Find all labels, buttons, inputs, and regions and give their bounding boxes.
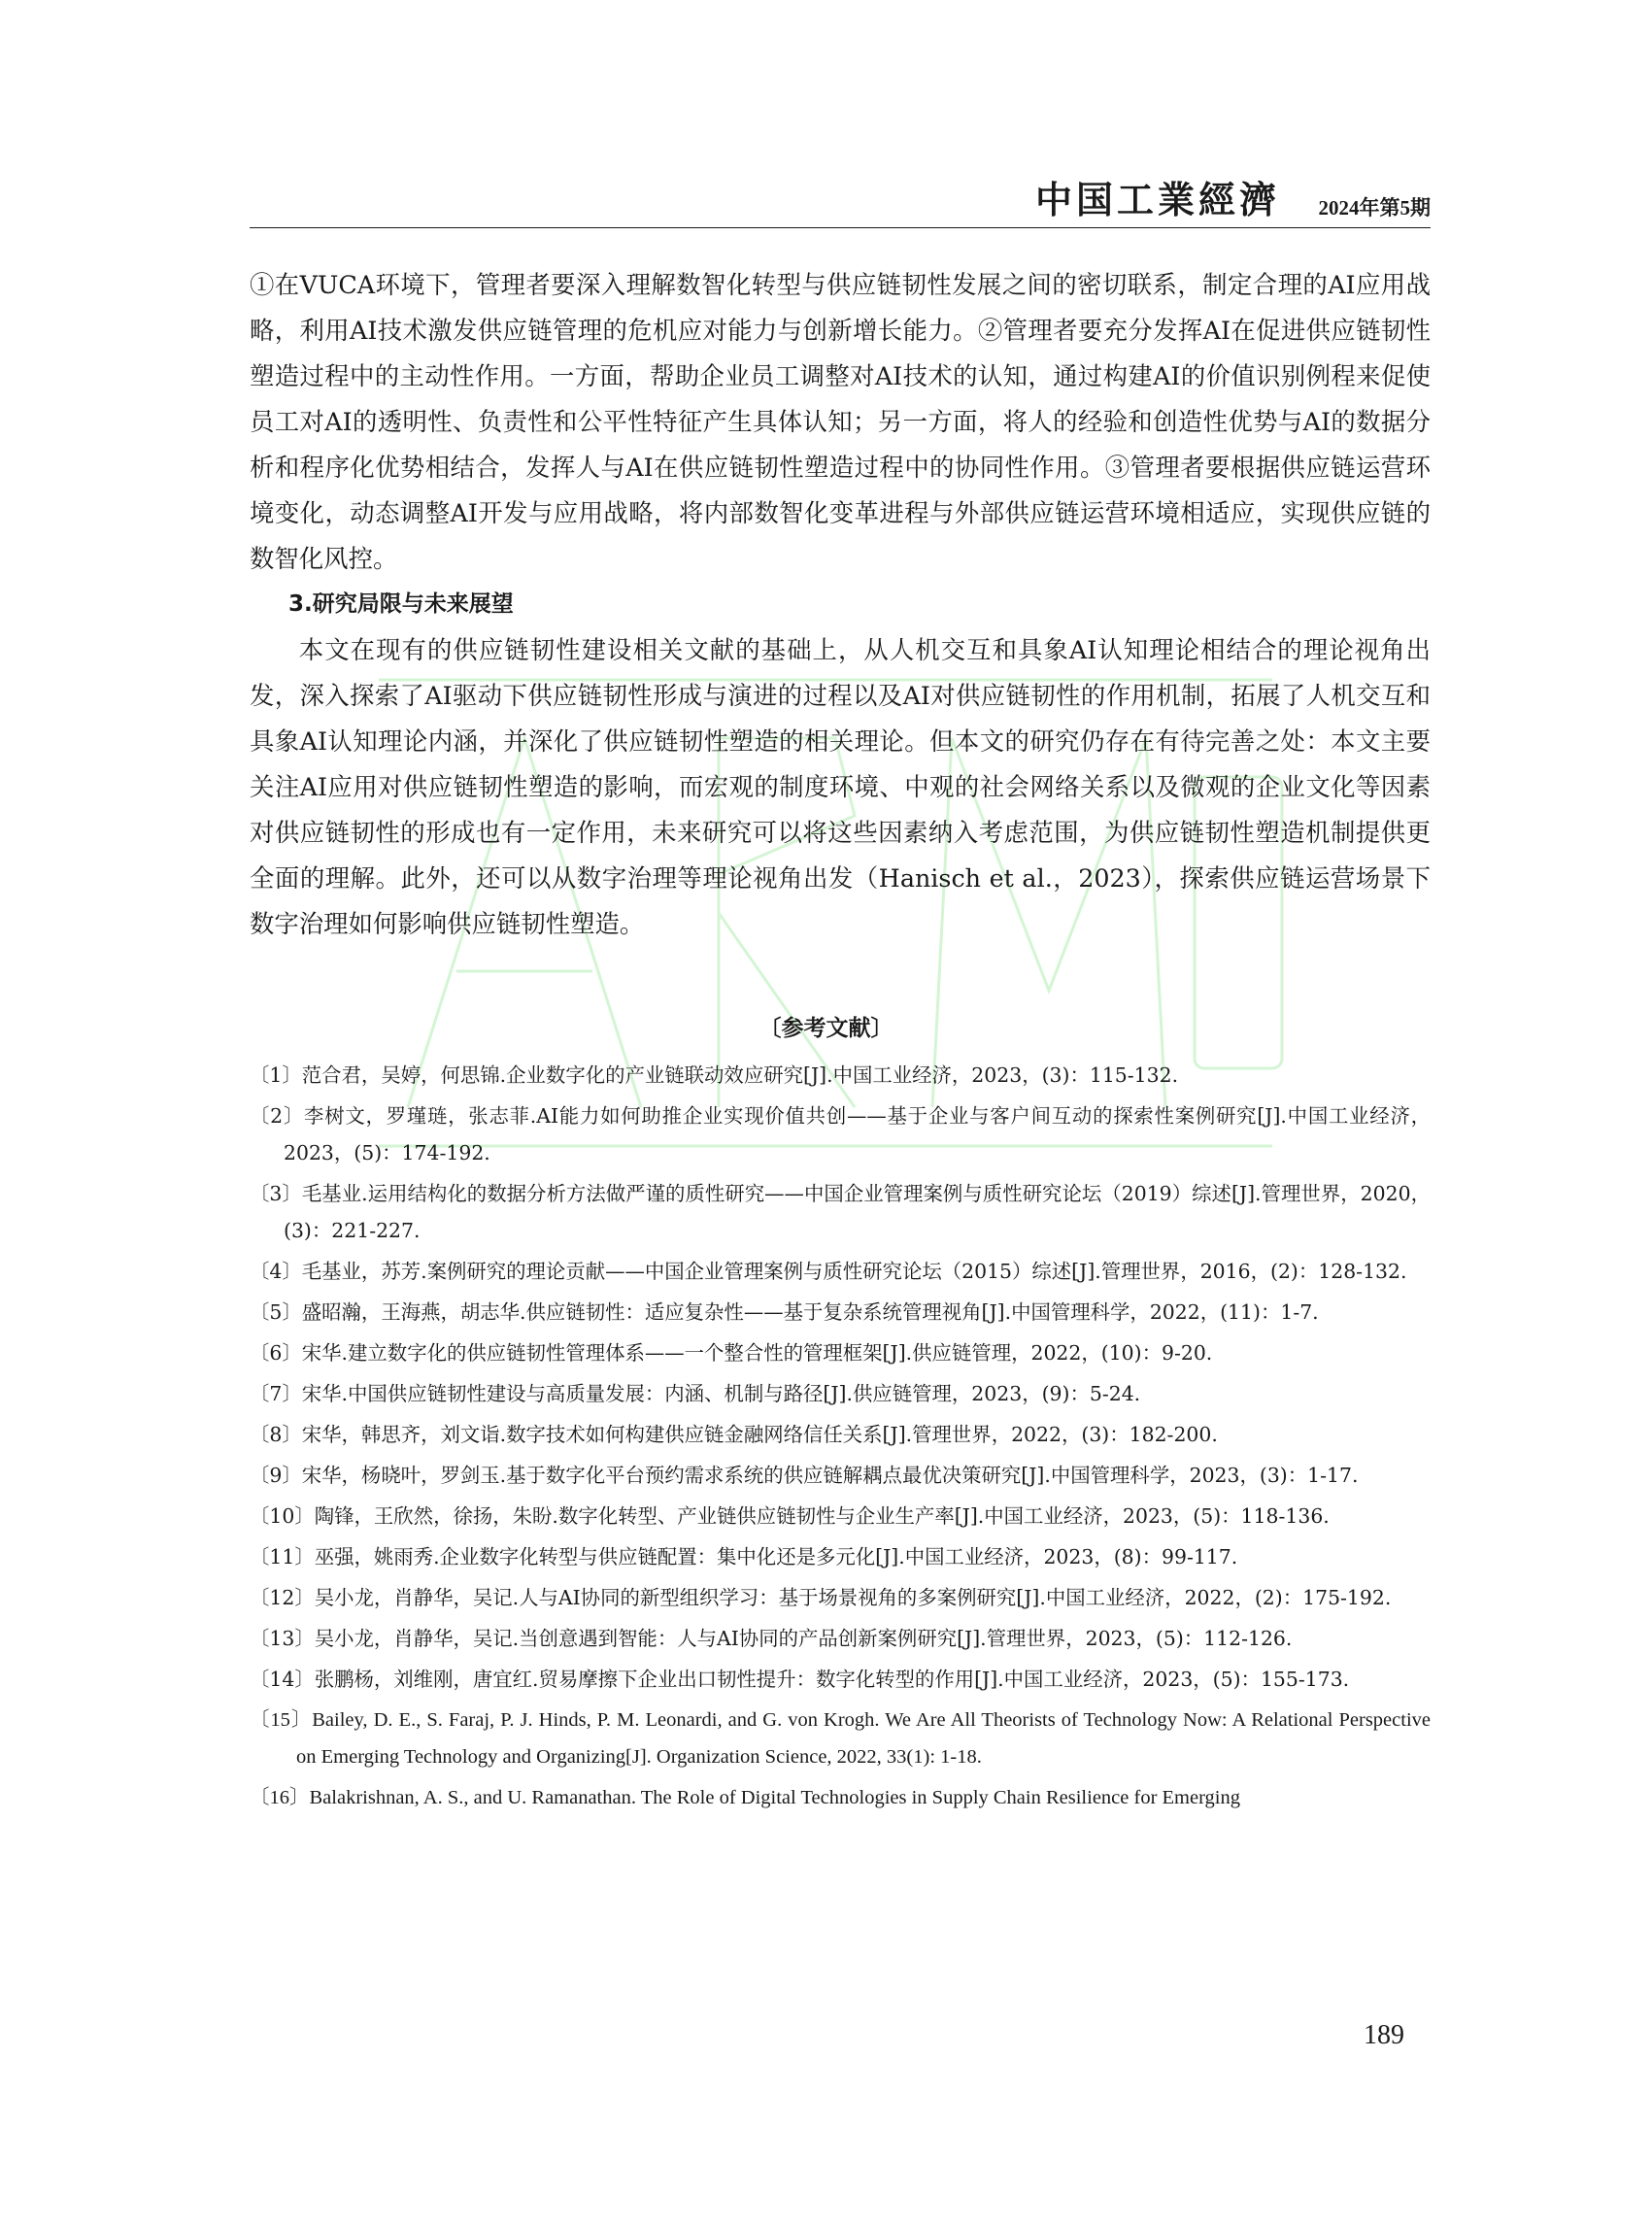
reference-item: 〔1〕范合君，吴婷，何思锦.企业数字化的产业链联动效应研究[J].中国工业经济，2023，(3)：115-132.	[250, 1063, 1179, 1087]
reference-item: 〔6〕宋华.建立数字化的供应链韧性管理体系——一个整合性的管理框架[J].供应链管理，2022，(10)：9-20.	[250, 1341, 1213, 1365]
reference-item: 〔10〕陶锋，王欣然，徐扬，朱盼.数字化转型、产业链供应链韧性与企业生产率[J].中国工业经济，2023，(5)：118-136.	[250, 1504, 1330, 1528]
issue-label: 2024年第5期	[1318, 196, 1431, 219]
reference-item: 〔9〕宋华，杨晓叶，罗剑玉.基于数字化平台预约需求系统的供应链解耦点最优决策研究[J].中国管理科学，2023，(3)：1-17.	[250, 1464, 1359, 1487]
running-header	[250, 178, 1431, 228]
section-heading: 3.研究局限与未来展望	[288, 591, 514, 617]
reference-list	[250, 1057, 1431, 1820]
journal-logo: 中国工業經濟	[1034, 178, 1280, 221]
reference-item: 〔2〕李树文，罗瑾琏，张志菲.AI能力如何助推企业实现价值共创——基于企业与客户间互动的探索性案例研究[J].中国工业经济，2023，(5)：174-192.	[250, 1104, 1431, 1164]
reference-item: 〔15〕Bailey, D. E., S. Faraj, P. J. Hinds, P. M. Leonardi, and G. von Krogh. We Are All Theorists of Technology Now: A Relational Perspective on Emerging Technology and Organizing[J]. Organization Science, 2022, 33(1): 1-18.	[250, 1709, 1431, 1768]
reference-item: 〔4〕毛基业，苏芳.案例研究的理论贡献——中国企业管理案例与质性研究论坛（2015）综述[J].管理世界，2016，(2)：128-132.	[250, 1260, 1407, 1283]
page-number: 189	[1364, 2020, 1404, 2050]
body-text	[250, 262, 1431, 947]
reference-item: 〔5〕盛昭瀚，王海燕，胡志华.供应链韧性：适应复杂性——基于复杂系统管理视角[J].中国管理科学，2022，(11)：1-7.	[250, 1300, 1319, 1324]
reference-item: 〔8〕宋华，韩思齐，刘文诣.数字技术如何构建供应链金融网络信任关系[J].管理世界，2022，(3)：182-200.	[250, 1423, 1218, 1446]
reference-item: 〔11〕巫强，姚雨秀.企业数字化转型与供应链配置：集中化还是多元化[J].中国工业经济，2023，(8)：99-117.	[250, 1545, 1238, 1568]
reference-item: 〔13〕吴小龙，肖静华，吴记.当创意遇到智能：人与AI协同的产品创新案例研究[J].管理世界，2023，(5)：112-126.	[250, 1627, 1293, 1650]
references-title: 〔参考文献〕	[759, 1016, 893, 1041]
reference-item: 〔3〕毛基业.运用结构化的数据分析方法做严谨的质性研究——中国企业管理案例与质性研究论坛（2019）综述[J].管理世界，2020，(3)：221-227.	[250, 1182, 1431, 1242]
reference-item: 〔12〕吴小龙，肖静华，吴记.人与AI协同的新型组织学习：基于场景视角的多案例研究[J].中国工业经济，2022，(2)：175-192.	[250, 1586, 1392, 1609]
reference-item: 〔7〕宋华.中国供应链韧性建设与高质量发展：内涵、机制与路径[J].供应链管理，2023，(9)：5-24.	[250, 1382, 1141, 1405]
paragraph-2: 本文在现有的供应链韧性建设相关文献的基础上，从人机交互和具象AI认知理论相结合的理论视角出发，深入探索了AI驱动下供应链韧性形成与演进的过程以及AI对供应链韧性的作用机制，拓展了人机交互和具象AI认知理论内涵，并深化了供应链韧性塑造的相关理论。但本文的研究仍存在有待完善之处：本文主要关注AI应用对供应链韧性塑造的影响，而宏观的制度环境、中观的社会网络关系以及微观的企业文化等因素对供应链韧性的形成也有一定作用，未来研究可以将这些因素纳入考虑范围，为供应链韧性塑造机制提供更全面的理解。此外，还可以从数字治理等理论视角出发（Hanisch et al.，2023），探索供应链运营场景下数字治理如何影响供应链韧性塑造。	[250, 635, 1431, 938]
reference-item: 〔14〕张鹏杨，刘维刚，唐宜红.贸易摩擦下企业出口韧性提升：数字化转型的作用[J].中国工业经济，2023，(5)：155-173.	[250, 1668, 1350, 1691]
paragraph-1: ①在VUCA环境下，管理者要深入理解数智化转型与供应链韧性发展之间的密切联系，制定合理的AI应用战略，利用AI技术激发供应链管理的危机应对能力与创新增长能力。②管理者要充分发挥AI在促进供应链韧性塑造过程中的主动性作用。一方面，帮助企业员工调整对AI技术的认知，通过构建AI的价值识别例程来促使员工对AI的透明性、负责性和公平性特征产生具体认知；另一方面，将人的经验和创造性优势与AI的数据分析和程序化优势相结合，发挥人与AI在供应链韧性塑造过程中的协同性作用。③管理者要根据供应链运营环境变化，动态调整AI开发与应用战略，将内部数智化变革进程与外部供应链运营环境相适应，实现供应链的数智化风控。	[250, 270, 1431, 573]
reference-item: 〔16〕Balakrishnan, A. S., and U. Ramanathan. The Role of Digital Technologies in Supply Chain Resilience for Emerging	[250, 1787, 1240, 1808]
